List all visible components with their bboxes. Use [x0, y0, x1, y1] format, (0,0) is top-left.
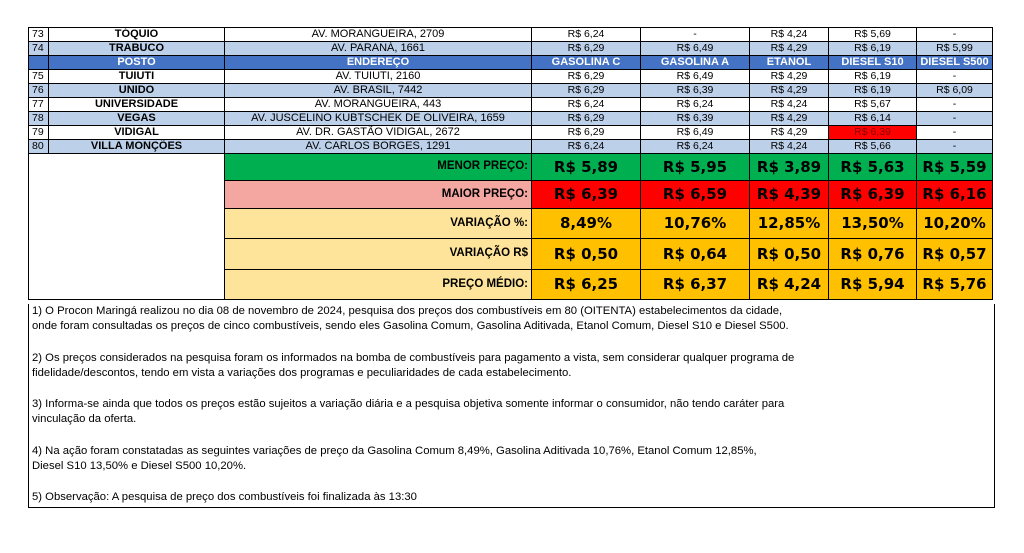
- summary-etanol: R$ 0,50: [750, 239, 829, 270]
- summary-row-menor-preco: [29, 154, 993, 181]
- station-name: TRABUCO: [49, 42, 225, 56]
- note-2-line-2: fidelidade/descontos, tendo em vista a variações dos programas e peculiaridades de cada estabelecimento.: [32, 366, 572, 379]
- summary-diesel-s500: R$ 5,76: [917, 270, 993, 300]
- header-number: [29, 56, 49, 70]
- note-3-line-1: 3) Informa-se ainda que todos os preços estão sujeitos a variação diária e a pesquisa objetiva somente informar o consumidor, não tendo caráter para: [32, 398, 785, 411]
- summary-etanol: R$ 4,24: [750, 270, 829, 300]
- price-gasolina-c: R$ 6,29: [532, 112, 641, 126]
- summary-diesel-s10: R$ 6,39: [829, 181, 917, 209]
- price-diesel-s500: -: [917, 70, 993, 84]
- summary-diesel-s10: R$ 0,76: [829, 239, 917, 270]
- table-row: [29, 42, 993, 56]
- price-gasolina-c: R$ 6,29: [532, 84, 641, 98]
- price-etanol: R$ 4,24: [750, 28, 829, 42]
- summary-label: VARIAÇÃO %:: [225, 209, 532, 239]
- fuel-price-table: [28, 27, 993, 300]
- summary-gasolina-a: R$ 5,95: [641, 154, 750, 181]
- price-diesel-s10: R$ 5,67: [829, 98, 917, 112]
- price-etanol: R$ 4,29: [750, 70, 829, 84]
- summary-diesel-s500: R$ 0,57: [917, 239, 993, 270]
- price-etanol: R$ 4,24: [750, 98, 829, 112]
- price-etanol: R$ 4,29: [750, 42, 829, 56]
- price-diesel-s10: R$ 6,14: [829, 112, 917, 126]
- summary-diesel-s10: 13,50%: [829, 209, 917, 239]
- summary-diesel-s500: 10,20%: [917, 209, 993, 239]
- header-gasolina-c: GASOLINA C: [532, 56, 641, 70]
- header-diesel-s500: DIESEL S500: [917, 56, 993, 70]
- row-number: 78: [29, 112, 49, 126]
- station-address: AV. PARANÁ, 1661: [225, 42, 532, 56]
- station-address: AV. MORANGUEIRA, 2709: [225, 28, 532, 42]
- station-name: VEGAS: [49, 112, 225, 126]
- summary-gasolina-a: R$ 6,59: [641, 181, 750, 209]
- price-diesel-s500: R$ 5,99: [917, 42, 993, 56]
- summary-gasolina-a: 10,76%: [641, 209, 750, 239]
- summary-etanol: R$ 4,39: [750, 181, 829, 209]
- station-address: AV. BRASIL, 7442: [225, 84, 532, 98]
- summary-gasolina-c: R$ 5,89: [532, 154, 641, 181]
- price-diesel-s10: R$ 6,19: [829, 70, 917, 84]
- table-row: [29, 70, 993, 84]
- station-address: AV. TUIUTI, 2160: [225, 70, 532, 84]
- price-gasolina-a: R$ 6,49: [641, 70, 750, 84]
- row-number: 77: [29, 98, 49, 112]
- table-row: [29, 126, 993, 140]
- summary-gasolina-a: R$ 0,64: [641, 239, 750, 270]
- table-row: [29, 28, 993, 42]
- price-gasolina-a: R$ 6,39: [641, 112, 750, 126]
- summary-label: VARIAÇÃO R$: [225, 239, 532, 270]
- row-number: 80: [29, 140, 49, 154]
- price-gasolina-a: R$ 6,49: [641, 42, 750, 56]
- note-4-line-2: Diesel S10 13,50% e Diesel S500 10,20%.: [32, 460, 247, 473]
- table-row: [29, 98, 993, 112]
- header-endereco: ENDEREÇO: [225, 56, 532, 70]
- row-number: 74: [29, 42, 49, 56]
- table-row: [29, 84, 993, 98]
- price-diesel-s10: R$ 5,66: [829, 140, 917, 154]
- note-3-line-2: vinculação da oferta.: [32, 413, 137, 426]
- price-gasolina-c: R$ 6,24: [532, 98, 641, 112]
- price-gasolina-c: R$ 6,29: [532, 126, 641, 140]
- price-gasolina-c: R$ 6,24: [532, 140, 641, 154]
- station-name: VIDIGAL: [49, 126, 225, 140]
- note-1-line-1: 1) O Procon Maringá realizou no dia 08 de novembro de 2024, pesquisa dos preços dos combustíveis em 80 (OITENTA) estabelecimentos da cidade,: [32, 305, 783, 317]
- row-number: 76: [29, 84, 49, 98]
- station-name: VILLA MONÇÕES: [49, 140, 225, 154]
- station-name: TUIUTI: [49, 70, 225, 84]
- price-etanol: R$ 4,29: [750, 112, 829, 126]
- price-gasolina-c: R$ 6,29: [532, 70, 641, 84]
- price-gasolina-c: R$ 6,29: [532, 42, 641, 56]
- summary-label: PREÇO MÉDIO:: [225, 270, 532, 300]
- summary-diesel-s10: R$ 5,63: [829, 154, 917, 181]
- price-gasolina-a: -: [641, 28, 750, 42]
- fuel-price-report: [28, 27, 992, 508]
- summary-gasolina-c: R$ 0,50: [532, 239, 641, 270]
- summary-label: MENOR PREÇO:: [225, 154, 532, 181]
- price-gasolina-a: R$ 6,24: [641, 98, 750, 112]
- station-address: AV. MORANGUEIRA, 443: [225, 98, 532, 112]
- summary-gasolina-c: 8,49%: [532, 209, 641, 239]
- station-address: AV. DR. GASTÃO VIDIGAL, 2672: [225, 126, 532, 140]
- notes-section: [28, 304, 995, 508]
- row-number: 73: [29, 28, 49, 42]
- header-posto: POSTO: [49, 56, 225, 70]
- price-etanol: R$ 4,24: [750, 140, 829, 154]
- price-diesel-s500: -: [917, 112, 993, 126]
- summary-label: MAIOR PREÇO:: [225, 181, 532, 209]
- summary-gasolina-a: R$ 6,37: [641, 270, 750, 300]
- price-gasolina-a: R$ 6,49: [641, 126, 750, 140]
- station-address: AV. CARLOS BORGES, 1291: [225, 140, 532, 154]
- note-1-line-2: onde foram consultadas os preços de cinco combustíveis, sendo eles Gasolina Comum, Gasolina Aditivada, Etanol Comum, Diesel S10 e Diesel S500.: [32, 320, 789, 333]
- price-diesel-s10: R$ 6,19: [829, 84, 917, 98]
- row-number: 79: [29, 126, 49, 140]
- note-4-line-1: 4) Na ação foram constatadas as seguintes variações de preço da Gasolina Comum 8,49%, Gasolina Aditivada 10,76%, Etanol Comum 12,85%,: [32, 444, 757, 457]
- price-diesel-s10: R$ 5,69: [829, 28, 917, 42]
- station-name: UNIVERSIDADE: [49, 98, 225, 112]
- table-header-row: [29, 56, 993, 70]
- summary-diesel-s500: R$ 5,59: [917, 154, 993, 181]
- price-diesel-s10-highlighted: R$ 6,39: [829, 126, 917, 140]
- summary-blank-cell: [29, 154, 225, 300]
- summary-gasolina-c: R$ 6,39: [532, 181, 641, 209]
- summary-diesel-s500: R$ 6,16: [917, 181, 993, 209]
- price-gasolina-a: R$ 6,39: [641, 84, 750, 98]
- summary-etanol: R$ 3,89: [750, 154, 829, 181]
- summary-gasolina-c: R$ 6,25: [532, 270, 641, 300]
- station-address: AV. JUSCELINO KUBTSCHEK DE OLIVEIRA, 1659: [225, 112, 532, 126]
- table-row: [29, 140, 993, 154]
- note-2-line-1: 2) Os preços considerados na pesquisa foram os informados na bomba de combustíveis para pagamento a vista, sem considerar qualquer programa de: [32, 351, 795, 364]
- price-gasolina-c: R$ 6,24: [532, 28, 641, 42]
- header-diesel-s10: DIESEL S10: [829, 56, 917, 70]
- price-diesel-s500: -: [917, 140, 993, 154]
- row-number: 75: [29, 70, 49, 84]
- summary-etanol: 12,85%: [750, 209, 829, 239]
- header-etanol: ETANOL: [750, 56, 829, 70]
- price-diesel-s10: R$ 6,19: [829, 42, 917, 56]
- summary-diesel-s10: R$ 5,94: [829, 270, 917, 300]
- note-5: 5) Observação: A pesquisa de preço dos combustíveis foi finalizada às 13:30: [32, 491, 417, 504]
- price-etanol: R$ 4,29: [750, 126, 829, 140]
- price-diesel-s500: -: [917, 126, 993, 140]
- price-gasolina-a: R$ 6,24: [641, 140, 750, 154]
- price-diesel-s500: R$ 6,09: [917, 84, 993, 98]
- header-gasolina-a: GASOLINA A: [641, 56, 750, 70]
- table-row: [29, 112, 993, 126]
- price-etanol: R$ 4,29: [750, 84, 829, 98]
- station-name: TÓQUIO: [49, 28, 225, 42]
- station-name: UNIDO: [49, 84, 225, 98]
- price-diesel-s500: -: [917, 28, 993, 42]
- price-diesel-s500: -: [917, 98, 993, 112]
